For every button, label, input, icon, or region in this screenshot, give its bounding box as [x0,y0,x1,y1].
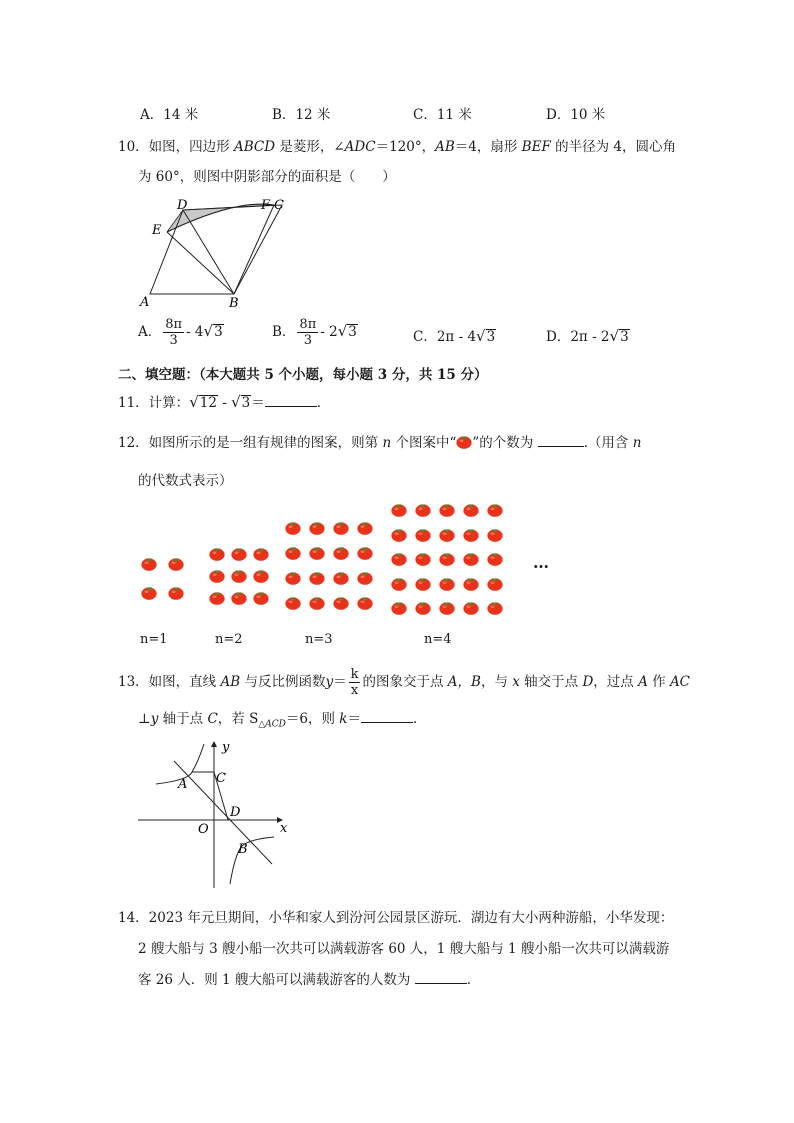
tomato-icon [463,551,479,566]
hyperbola-branch-lower [230,837,274,884]
tomato-icon [415,576,431,591]
tomato-icon [333,545,349,560]
label-n1: n=1 [140,632,168,647]
q14-line1: 14．2023 年元旦期间，小华和家人到汾河公园景区游玩．湖边有大小两种游船，小华发现： [118,910,674,926]
label-b: B [229,296,239,310]
tomato-icon [285,520,301,535]
tomato-icon [309,595,325,610]
tomato-icon [231,568,247,583]
q13-line2: ⊥y 轴于点 C，若 $S_{\triangle ACD}=6$，则 k＝ ． [138,711,427,730]
diagonal-bd [183,210,234,294]
section-heading: 二、填空题：（本大题共 5 个小题，每小题 3 分，共 15 分） [118,367,488,383]
radius-bf [234,205,274,294]
tomato-icon [141,556,157,571]
tomato-icon [285,545,301,560]
ellipsis: … [533,553,549,572]
label-e: E [152,223,162,238]
tomato-icon [333,595,349,610]
tomato-icon [463,600,479,615]
label-n2: n=2 [215,632,243,647]
q14-line3: 客 26 人．则 1 艘大船可以满载游客的人数为 ． [138,972,481,988]
tomato-icon [391,600,407,615]
tomato-icon [231,546,247,561]
label-c: C [216,771,226,786]
label-a: A [140,295,150,310]
label-a: A [178,777,188,792]
tomato-icon [415,527,431,542]
label-n4: n=4 [424,632,452,647]
q10-figure [138,194,300,310]
label-d: D [177,198,188,213]
tomato-icon [253,590,269,605]
tomato-icon [168,585,184,600]
q13-answer-blank[interactable] [361,710,413,723]
tomato-icon [253,546,269,561]
tomato-icon [463,576,479,591]
label-f: F [261,198,271,213]
tomato-icon [309,520,325,535]
tomato-icon [285,570,301,585]
tomato-icon [439,576,455,591]
rhombus-sector-diagram [138,194,300,310]
q14-answer-blank[interactable] [415,971,467,984]
q10-option-c: C．2π - 4√3 [413,327,496,345]
tomato-icon [463,502,479,517]
tomato-icon [309,545,325,560]
q9-option-c: C．11 米 [413,107,472,123]
tomato-icon [231,590,247,605]
q14-line2: 2 艘大船与 3 艘小船一次共可以满载游客 60 人，1 艘大船与 1 艘小船一次共可以满载游 [138,941,670,957]
label-d: D [230,805,241,820]
q12-answer-blank[interactable] [538,434,584,447]
q13-line1: 13．如图，直线 AB 与反比例函数y＝ $\frac{k}{x}$ 的图象交于点 A，B，与 x 轴交于点 D，过点 A 作 AC [118,667,691,698]
tomato-icon [357,520,373,535]
tomato-icon [487,551,503,566]
q12-line1: 12．如图所示的是一组有规律的图案，则第 n 个图案中“ ”的个数为 .（用含 n [118,435,642,451]
label-o: O [198,822,209,837]
tomato-icon [487,600,503,615]
tomato-icon [333,570,349,585]
label-c: C [274,198,284,213]
tomato-icon [309,570,325,585]
q9-option-d: D．10 米 [546,107,606,123]
label-y: y [222,740,230,755]
q9-option-a: A．14 米 [140,107,199,123]
q10-option-a: A． $\frac{8\pi}{3}$ - 4√3 [138,317,223,348]
tomato-icon [391,527,407,542]
tomato-icon [253,568,269,583]
tomato-icon [391,502,407,517]
q10-line2: 为 60°，则图中阴影部分的面积是（ ） [138,169,396,185]
q11: 11．计算：√12 - √3＝ ． [118,393,331,411]
tomato-icon [456,434,472,449]
q10-line1: 10．如图，四边形 ABCD 是菱形，∠ADC＝120°，AB＝4，扇形 BEF 的半径为 4，圆心角 [118,139,676,155]
tomato-icon [439,502,455,517]
tomato-icon [487,527,503,542]
tomato-icon [209,590,225,605]
label-n3: n=3 [305,632,333,647]
tomato-icon [168,556,184,571]
q13-figure [134,738,294,890]
tomato-icon [439,527,455,542]
tomato-icon [415,600,431,615]
tomato-icon [415,502,431,517]
tomato-icon [439,551,455,566]
tomato-icon [141,585,157,600]
q9-option-b: B．12 米 [272,107,331,123]
radius-be [167,232,234,294]
tomato-icon [391,576,407,591]
tomato-icon [285,595,301,610]
rhombus [150,205,282,294]
tomato-icon [357,570,373,585]
tomato-icon [209,568,225,583]
q12-line2: 的代数式表示） [138,473,233,489]
hyperbola-graph [134,738,294,890]
tomato-icon [333,520,349,535]
tomato-icon [415,551,431,566]
tomato-icon [357,595,373,610]
q10-option-b: B． $\frac{8\pi}{3}$ - 2√3 [272,317,357,348]
tomato-icon [391,551,407,566]
tomato-icon [463,527,479,542]
tomato-icon [209,546,225,561]
tomato-icon [487,502,503,517]
tomato-icon [357,545,373,560]
tomato-icon [439,600,455,615]
q10-option-d: D．2π - 2√3 [546,327,629,345]
label-b: B [238,842,248,857]
q11-answer-blank[interactable] [265,394,317,407]
tomato-icon [487,576,503,591]
label-x: x [280,821,288,836]
